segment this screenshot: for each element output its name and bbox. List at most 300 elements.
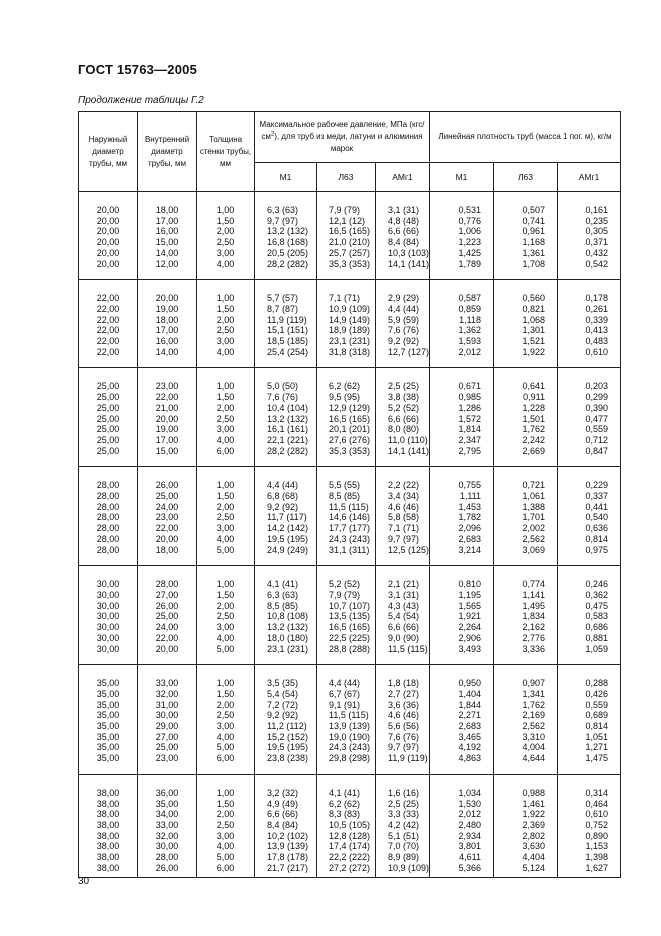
inner-diameter-cell: 22,00 bbox=[138, 523, 197, 534]
outer-diameter-cell: 30,00 bbox=[79, 590, 138, 601]
pressure-m1-cell: 15,1 (151) bbox=[255, 325, 317, 336]
density-amg1-cell: 0,814 bbox=[558, 534, 621, 545]
spacer-cell bbox=[197, 192, 255, 206]
pressure-amg1-cell: 2,5 (25) bbox=[376, 381, 430, 392]
pressure-m1-cell: 13,2 (132) bbox=[255, 622, 317, 633]
inner-diameter-cell: 14,00 bbox=[138, 347, 197, 358]
table-row bbox=[79, 852, 621, 863]
table-row bbox=[79, 841, 621, 852]
outer-diameter-cell: 22,00 bbox=[79, 315, 138, 326]
table-row bbox=[79, 237, 621, 248]
page-number: 30 bbox=[78, 876, 90, 887]
density-l63-cell: 0,507 bbox=[494, 205, 558, 216]
density-l63-cell: 2,562 bbox=[494, 534, 558, 545]
pressure-l63-cell: 9,5 (95) bbox=[317, 392, 376, 403]
outer-diameter-cell: 20,00 bbox=[79, 216, 138, 227]
density-m1-cell: 2,906 bbox=[430, 633, 494, 644]
density-m1-cell: 1,921 bbox=[430, 611, 494, 622]
wall-thickness-cell: 4,00 bbox=[197, 534, 255, 545]
spacer-cell bbox=[430, 456, 494, 467]
density-amg1-cell: 0,178 bbox=[558, 293, 621, 304]
spacer-cell bbox=[494, 269, 558, 280]
wall-thickness-cell: 3,00 bbox=[197, 523, 255, 534]
table-row bbox=[79, 820, 621, 831]
pressure-m1-cell: 21,7 (217) bbox=[255, 863, 317, 874]
density-l63-cell: 1,168 bbox=[494, 237, 558, 248]
spacer-cell bbox=[197, 368, 255, 382]
density-amg1-cell: 0,890 bbox=[558, 831, 621, 842]
table-row bbox=[79, 700, 621, 711]
spacer-cell bbox=[430, 654, 494, 665]
pressure-amg1-cell: 9,0 (90) bbox=[376, 633, 430, 644]
spacer-cell bbox=[79, 192, 138, 206]
inner-diameter-cell: 26,00 bbox=[138, 863, 197, 874]
spacer-cell bbox=[558, 280, 621, 294]
spacer-cell bbox=[138, 192, 197, 206]
table-row bbox=[79, 831, 621, 842]
density-amg1-cell: 0,229 bbox=[558, 480, 621, 491]
spacer-cell bbox=[317, 456, 376, 467]
spacer-cell bbox=[255, 654, 317, 665]
outer-diameter-cell: 28,00 bbox=[79, 491, 138, 502]
spacer-cell bbox=[255, 456, 317, 467]
spacer-cell bbox=[494, 368, 558, 382]
spacer-cell bbox=[138, 566, 197, 580]
table-row bbox=[79, 403, 621, 414]
spacer-cell bbox=[494, 192, 558, 206]
spacer-cell bbox=[255, 280, 317, 294]
inner-diameter-cell: 24,00 bbox=[138, 622, 197, 633]
spacer-cell bbox=[376, 764, 430, 775]
density-amg1-cell: 0,261 bbox=[558, 304, 621, 315]
group-separator bbox=[79, 764, 621, 775]
outer-diameter-cell: 28,00 bbox=[79, 545, 138, 556]
spacer-cell bbox=[376, 654, 430, 665]
pressure-m1-cell: 3,2 (32) bbox=[255, 788, 317, 799]
spacer-cell bbox=[317, 566, 376, 580]
density-amg1-cell: 0,413 bbox=[558, 325, 621, 336]
pressure-l63-cell: 20,1 (201) bbox=[317, 424, 376, 435]
outer-diameter-cell: 38,00 bbox=[79, 863, 138, 874]
density-l63-cell: 1,708 bbox=[494, 259, 558, 270]
pressure-l63-cell: 5,5 (55) bbox=[317, 480, 376, 491]
table-row bbox=[79, 491, 621, 502]
spacer-cell bbox=[255, 269, 317, 280]
outer-diameter-cell: 30,00 bbox=[79, 644, 138, 655]
wall-thickness-cell: 2,00 bbox=[197, 809, 255, 820]
spacer-cell bbox=[317, 665, 376, 679]
density-l63-cell: 1,061 bbox=[494, 491, 558, 502]
spacer-cell bbox=[430, 873, 494, 878]
table-row bbox=[79, 259, 621, 270]
table-row bbox=[79, 248, 621, 259]
spacer-cell bbox=[255, 192, 317, 206]
spacer-cell bbox=[79, 357, 138, 368]
spacer-cell bbox=[255, 873, 317, 878]
pressure-amg1-cell: 10,3 (103) bbox=[376, 248, 430, 259]
inner-diameter-cell: 33,00 bbox=[138, 820, 197, 831]
table-row bbox=[79, 424, 621, 435]
spacer-cell bbox=[317, 774, 376, 788]
spacer-cell bbox=[138, 269, 197, 280]
density-amg1-cell: 0,814 bbox=[558, 721, 621, 732]
inner-diameter-cell: 25,00 bbox=[138, 491, 197, 502]
spacer-cell bbox=[197, 456, 255, 467]
table-row bbox=[79, 644, 621, 655]
density-l63-cell: 2,242 bbox=[494, 435, 558, 446]
pressure-l63-cell: 21,0 (210) bbox=[317, 237, 376, 248]
pressure-m1-cell: 24,9 (249) bbox=[255, 545, 317, 556]
density-l63-cell: 0,911 bbox=[494, 392, 558, 403]
spacer-cell bbox=[79, 654, 138, 665]
spacer-cell bbox=[79, 368, 138, 382]
wall-thickness-cell: 5,00 bbox=[197, 742, 255, 753]
wall-thickness-cell: 3,00 bbox=[197, 336, 255, 347]
inner-diameter-cell: 20,00 bbox=[138, 293, 197, 304]
density-m1-cell: 2,480 bbox=[430, 820, 494, 831]
outer-diameter-cell: 35,00 bbox=[79, 753, 138, 764]
spacer-cell bbox=[376, 192, 430, 206]
table-row bbox=[79, 315, 621, 326]
spacer-cell bbox=[494, 665, 558, 679]
spacer-cell bbox=[494, 873, 558, 878]
pressure-l63-cell: 19,0 (190) bbox=[317, 732, 376, 743]
spacer-cell bbox=[558, 566, 621, 580]
pressure-l63-cell: 16,5 (165) bbox=[317, 414, 376, 425]
spacer-cell bbox=[255, 368, 317, 382]
wall-thickness-cell: 2,50 bbox=[197, 237, 255, 248]
pressure-amg1-cell: 2,1 (21) bbox=[376, 579, 430, 590]
header-outer-diameter: Наружный диаметр трубы, мм bbox=[79, 112, 138, 192]
pressure-m1-cell: 19,5 (195) bbox=[255, 534, 317, 545]
pressure-l63-cell: 4,4 (44) bbox=[317, 678, 376, 689]
density-l63-cell: 1,495 bbox=[494, 601, 558, 612]
spacer-cell bbox=[494, 566, 558, 580]
density-l63-cell: 3,310 bbox=[494, 732, 558, 743]
wall-thickness-cell: 2,00 bbox=[197, 502, 255, 513]
spacer-cell bbox=[79, 566, 138, 580]
density-m1-cell: 0,950 bbox=[430, 678, 494, 689]
density-m1-cell: 1,195 bbox=[430, 590, 494, 601]
pressure-m1-cell: 14,2 (142) bbox=[255, 523, 317, 534]
table-row bbox=[79, 863, 621, 874]
pressure-m1-cell: 22,1 (221) bbox=[255, 435, 317, 446]
table-row bbox=[79, 205, 621, 216]
inner-diameter-cell: 23,00 bbox=[138, 753, 197, 764]
group-separator bbox=[79, 555, 621, 566]
pressure-amg1-cell: 7,6 (76) bbox=[376, 732, 430, 743]
wall-thickness-cell: 2,00 bbox=[197, 700, 255, 711]
spacer-cell bbox=[376, 467, 430, 481]
spacer-cell bbox=[317, 357, 376, 368]
pressure-l63-cell: 25,7 (257) bbox=[317, 248, 376, 259]
density-l63-cell: 1,388 bbox=[494, 502, 558, 513]
table-row bbox=[79, 502, 621, 513]
pressure-m1-cell: 6,6 (66) bbox=[255, 809, 317, 820]
header-grade-amg1-density: АМг1 bbox=[558, 163, 621, 192]
document-title: ГОСТ 15763—2005 bbox=[78, 62, 197, 77]
density-amg1-cell: 0,314 bbox=[558, 788, 621, 799]
spacer-cell bbox=[197, 280, 255, 294]
pressure-m1-cell: 11,7 (117) bbox=[255, 512, 317, 523]
pressure-amg1-cell: 14,1 (141) bbox=[376, 446, 430, 457]
spacer-cell bbox=[138, 368, 197, 382]
header-grade-l63-density: Л63 bbox=[494, 163, 558, 192]
outer-diameter-cell: 28,00 bbox=[79, 502, 138, 513]
wall-thickness-cell: 3,00 bbox=[197, 831, 255, 842]
density-amg1-cell: 0,477 bbox=[558, 414, 621, 425]
pressure-m1-cell: 9,2 (92) bbox=[255, 710, 317, 721]
density-l63-cell: 2,802 bbox=[494, 831, 558, 842]
table-row bbox=[79, 710, 621, 721]
wall-thickness-cell: 1,50 bbox=[197, 799, 255, 810]
pressure-l63-cell: 17,7 (177) bbox=[317, 523, 376, 534]
outer-diameter-cell: 38,00 bbox=[79, 841, 138, 852]
group-top-spacer bbox=[79, 368, 621, 382]
pressure-m1-cell: 5,4 (54) bbox=[255, 689, 317, 700]
outer-diameter-cell: 20,00 bbox=[79, 205, 138, 216]
spacer-cell bbox=[79, 456, 138, 467]
wall-thickness-cell: 4,00 bbox=[197, 435, 255, 446]
table-row bbox=[79, 799, 621, 810]
density-l63-cell: 2,669 bbox=[494, 446, 558, 457]
outer-diameter-cell: 30,00 bbox=[79, 633, 138, 644]
inner-diameter-cell: 26,00 bbox=[138, 601, 197, 612]
density-m1-cell: 1,530 bbox=[430, 799, 494, 810]
spacer-cell bbox=[255, 566, 317, 580]
pressure-l63-cell: 24,3 (243) bbox=[317, 742, 376, 753]
pressure-m1-cell: 6,3 (63) bbox=[255, 205, 317, 216]
density-amg1-cell: 0,583 bbox=[558, 611, 621, 622]
density-m1-cell: 2,795 bbox=[430, 446, 494, 457]
inner-diameter-cell: 27,00 bbox=[138, 732, 197, 743]
density-amg1-cell: 1,059 bbox=[558, 644, 621, 655]
spacer-cell bbox=[558, 456, 621, 467]
wall-thickness-cell: 2,50 bbox=[197, 820, 255, 831]
pressure-m1-cell: 25,4 (254) bbox=[255, 347, 317, 358]
header-inner-diameter: Внутренний диаметр трубы, мм bbox=[138, 112, 197, 192]
density-amg1-cell: 0,246 bbox=[558, 579, 621, 590]
outer-diameter-cell: 20,00 bbox=[79, 248, 138, 259]
density-m1-cell: 2,683 bbox=[430, 534, 494, 545]
pressure-amg1-cell: 8,4 (84) bbox=[376, 237, 430, 248]
group-top-spacer bbox=[79, 566, 621, 580]
wall-thickness-cell: 5,00 bbox=[197, 644, 255, 655]
spacer-cell bbox=[138, 774, 197, 788]
spacer-cell bbox=[138, 456, 197, 467]
density-m1-cell: 2,012 bbox=[430, 809, 494, 820]
table-row bbox=[79, 523, 621, 534]
pressure-amg1-cell: 9,7 (97) bbox=[376, 534, 430, 545]
spacer-cell bbox=[558, 764, 621, 775]
density-amg1-cell: 0,847 bbox=[558, 446, 621, 457]
outer-diameter-cell: 38,00 bbox=[79, 831, 138, 842]
pressure-amg1-cell: 3,1 (31) bbox=[376, 205, 430, 216]
pressure-m1-cell: 17,8 (178) bbox=[255, 852, 317, 863]
spacer-cell bbox=[376, 566, 430, 580]
spacer-cell bbox=[317, 467, 376, 481]
inner-diameter-cell: 28,00 bbox=[138, 852, 197, 863]
pressure-m1-cell: 4,1 (41) bbox=[255, 579, 317, 590]
inner-diameter-cell: 15,00 bbox=[138, 237, 197, 248]
pressure-amg1-cell: 1,6 (16) bbox=[376, 788, 430, 799]
outer-diameter-cell: 30,00 bbox=[79, 601, 138, 612]
pressure-m1-cell: 8,5 (85) bbox=[255, 601, 317, 612]
pressure-m1-cell: 23,1 (231) bbox=[255, 644, 317, 655]
outer-diameter-cell: 28,00 bbox=[79, 480, 138, 491]
pressure-amg1-cell: 3,8 (38) bbox=[376, 392, 430, 403]
density-amg1-cell: 0,712 bbox=[558, 435, 621, 446]
inner-diameter-cell: 26,00 bbox=[138, 480, 197, 491]
density-l63-cell: 1,521 bbox=[494, 336, 558, 347]
inner-diameter-cell: 12,00 bbox=[138, 259, 197, 270]
pressure-amg1-cell: 9,7 (97) bbox=[376, 742, 430, 753]
density-amg1-cell: 0,161 bbox=[558, 205, 621, 216]
outer-diameter-cell: 30,00 bbox=[79, 579, 138, 590]
density-l63-cell: 0,721 bbox=[494, 480, 558, 491]
pressure-amg1-cell: 3,1 (31) bbox=[376, 590, 430, 601]
outer-diameter-cell: 38,00 bbox=[79, 799, 138, 810]
spacer-cell bbox=[79, 280, 138, 294]
inner-diameter-cell: 17,00 bbox=[138, 325, 197, 336]
density-l63-cell: 4,644 bbox=[494, 753, 558, 764]
pressure-m1-cell: 5,7 (57) bbox=[255, 293, 317, 304]
density-amg1-cell: 0,339 bbox=[558, 315, 621, 326]
outer-diameter-cell: 30,00 bbox=[79, 622, 138, 633]
inner-diameter-cell: 32,00 bbox=[138, 831, 197, 842]
spacer-cell bbox=[430, 467, 494, 481]
outer-diameter-cell: 38,00 bbox=[79, 820, 138, 831]
density-l63-cell: 2,369 bbox=[494, 820, 558, 831]
density-l63-cell: 3,336 bbox=[494, 644, 558, 655]
density-l63-cell: 1,701 bbox=[494, 512, 558, 523]
density-m1-cell: 2,096 bbox=[430, 523, 494, 534]
spacer-cell bbox=[430, 269, 494, 280]
density-m1-cell: 1,782 bbox=[430, 512, 494, 523]
table-row bbox=[79, 732, 621, 743]
pressure-l63-cell: 14,9 (149) bbox=[317, 315, 376, 326]
spacer-cell bbox=[430, 555, 494, 566]
inner-diameter-cell: 20,00 bbox=[138, 534, 197, 545]
spacer-cell bbox=[494, 764, 558, 775]
group-separator bbox=[79, 654, 621, 665]
inner-diameter-cell: 22,00 bbox=[138, 633, 197, 644]
inner-diameter-cell: 29,00 bbox=[138, 721, 197, 732]
spacer-cell bbox=[197, 269, 255, 280]
pressure-l63-cell: 27,6 (276) bbox=[317, 435, 376, 446]
table-row bbox=[79, 512, 621, 523]
spacer-cell bbox=[138, 280, 197, 294]
wall-thickness-cell: 2,50 bbox=[197, 325, 255, 336]
pressure-m1-cell: 6,8 (68) bbox=[255, 491, 317, 502]
pressure-m1-cell: 23,8 (238) bbox=[255, 753, 317, 764]
header-grade-m1-density: М1 bbox=[430, 163, 494, 192]
density-amg1-cell: 0,881 bbox=[558, 633, 621, 644]
inner-diameter-cell: 15,00 bbox=[138, 446, 197, 457]
pressure-l63-cell: 27,2 (272) bbox=[317, 863, 376, 874]
density-amg1-cell: 0,426 bbox=[558, 689, 621, 700]
spacer-cell bbox=[317, 192, 376, 206]
density-l63-cell: 1,501 bbox=[494, 414, 558, 425]
pressure-amg1-cell: 2,2 (22) bbox=[376, 480, 430, 491]
density-amg1-cell: 0,305 bbox=[558, 226, 621, 237]
spacer-cell bbox=[138, 555, 197, 566]
table-row bbox=[79, 590, 621, 601]
inner-diameter-cell: 30,00 bbox=[138, 710, 197, 721]
pressure-amg1-cell: 11,9 (119) bbox=[376, 753, 430, 764]
pressure-amg1-cell: 3,4 (34) bbox=[376, 491, 430, 502]
pressure-m1-cell: 4,9 (49) bbox=[255, 799, 317, 810]
pressure-l63-cell: 10,7 (107) bbox=[317, 601, 376, 612]
spacer-cell bbox=[558, 467, 621, 481]
pressure-l63-cell: 7,9 (79) bbox=[317, 205, 376, 216]
pressure-amg1-cell: 5,8 (58) bbox=[376, 512, 430, 523]
table-row bbox=[79, 381, 621, 392]
density-l63-cell: 0,821 bbox=[494, 304, 558, 315]
spacer-cell bbox=[79, 774, 138, 788]
density-l63-cell: 0,774 bbox=[494, 579, 558, 590]
density-l63-cell: 1,834 bbox=[494, 611, 558, 622]
pressure-m1-cell: 7,6 (76) bbox=[255, 392, 317, 403]
spacer-cell bbox=[376, 665, 430, 679]
wall-thickness-cell: 1,00 bbox=[197, 381, 255, 392]
density-m1-cell: 1,404 bbox=[430, 689, 494, 700]
outer-diameter-cell: 22,00 bbox=[79, 347, 138, 358]
density-m1-cell: 4,611 bbox=[430, 852, 494, 863]
spacer-cell bbox=[430, 774, 494, 788]
wall-thickness-cell: 1,50 bbox=[197, 304, 255, 315]
wall-thickness-cell: 6,00 bbox=[197, 446, 255, 457]
wall-thickness-cell: 6,00 bbox=[197, 753, 255, 764]
table-row bbox=[79, 545, 621, 556]
density-l63-cell: 1,922 bbox=[494, 347, 558, 358]
spacer-cell bbox=[138, 764, 197, 775]
wall-thickness-cell: 3,00 bbox=[197, 721, 255, 732]
pressure-m1-cell: 20,5 (205) bbox=[255, 248, 317, 259]
pressure-m1-cell: 16,1 (161) bbox=[255, 424, 317, 435]
pressure-amg1-cell: 1,8 (18) bbox=[376, 678, 430, 689]
outer-diameter-cell: 25,00 bbox=[79, 414, 138, 425]
spacer-cell bbox=[430, 764, 494, 775]
table-caption: Продолжение таблицы Г.2 bbox=[78, 95, 204, 106]
inner-diameter-cell: 23,00 bbox=[138, 512, 197, 523]
table-row bbox=[79, 678, 621, 689]
spacer-cell bbox=[376, 280, 430, 294]
density-m1-cell: 1,286 bbox=[430, 403, 494, 414]
spacer-cell bbox=[430, 192, 494, 206]
outer-diameter-cell: 20,00 bbox=[79, 226, 138, 237]
wall-thickness-cell: 4,00 bbox=[197, 633, 255, 644]
table-row bbox=[79, 435, 621, 446]
spacer-cell bbox=[79, 467, 138, 481]
outer-diameter-cell: 25,00 bbox=[79, 381, 138, 392]
spacer-cell bbox=[197, 873, 255, 878]
density-amg1-cell: 0,752 bbox=[558, 820, 621, 831]
table-row bbox=[79, 325, 621, 336]
spacer-cell bbox=[558, 555, 621, 566]
pressure-l63-cell: 8,3 (83) bbox=[317, 809, 376, 820]
pressure-l63-cell: 12,1 (12) bbox=[317, 216, 376, 227]
wall-thickness-cell: 1,50 bbox=[197, 491, 255, 502]
table-row bbox=[79, 446, 621, 457]
table-body bbox=[79, 192, 621, 878]
header-wall-thickness: Толщина стенки трубы, мм bbox=[197, 112, 255, 192]
spacer-cell bbox=[255, 764, 317, 775]
density-amg1-cell: 1,051 bbox=[558, 732, 621, 743]
wall-thickness-cell: 2,00 bbox=[197, 315, 255, 326]
pressure-amg1-cell: 14,1 (141) bbox=[376, 259, 430, 270]
spacer-cell bbox=[558, 368, 621, 382]
